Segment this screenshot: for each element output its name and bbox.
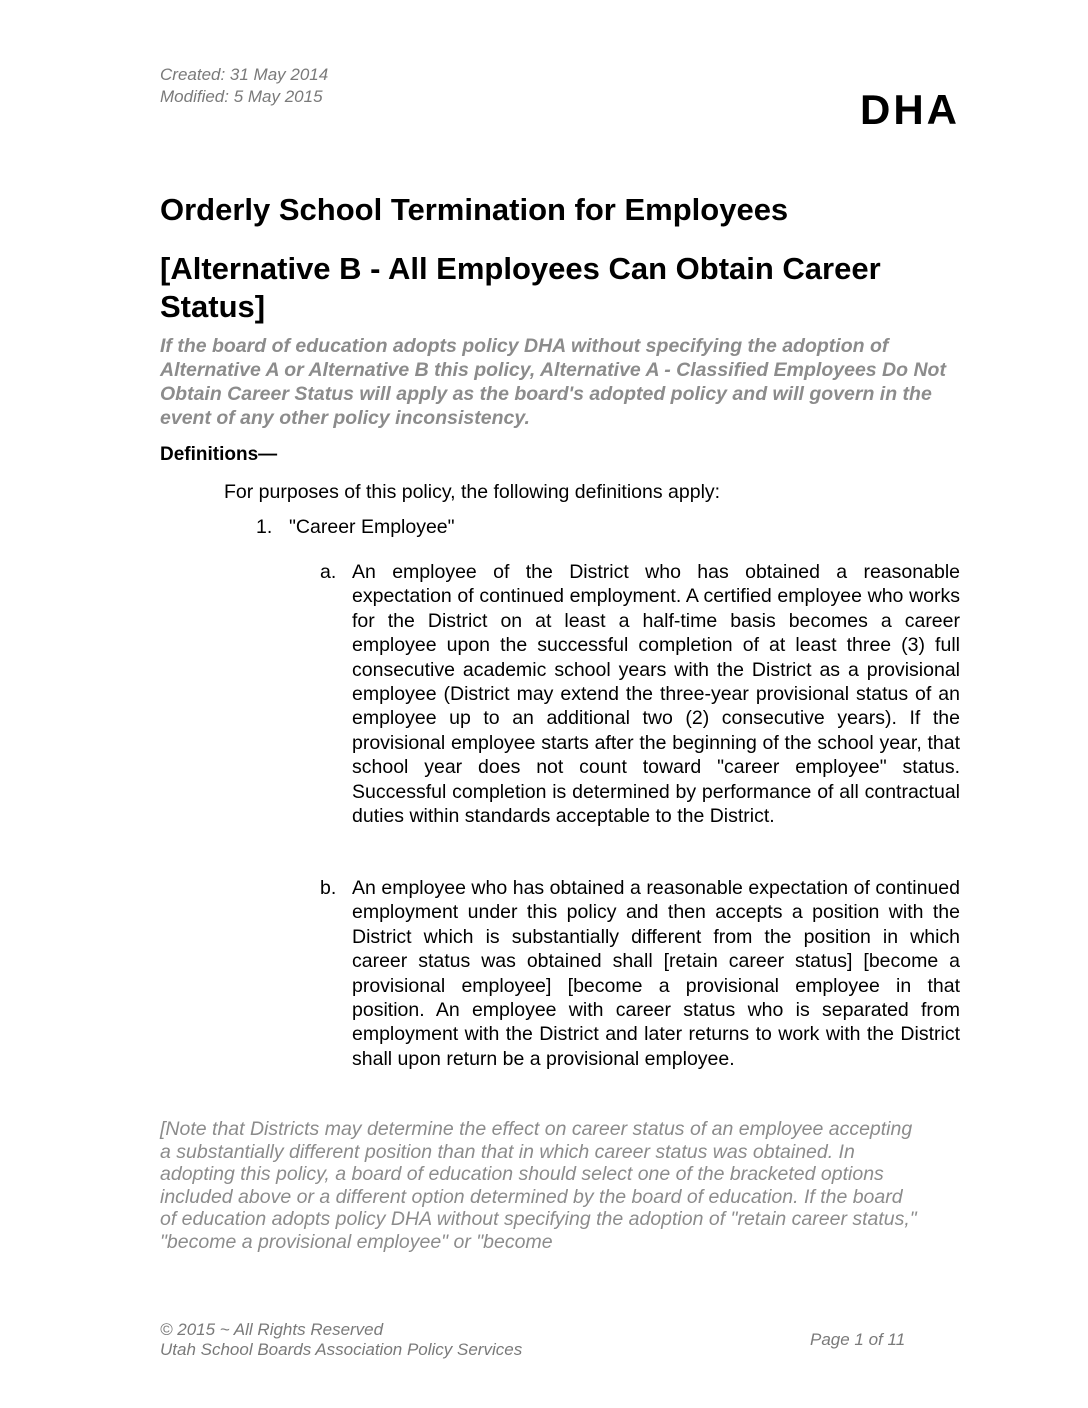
created-date: Created: 31 May 2014 bbox=[160, 65, 329, 84]
drafting-note: [Note that Districts may determine the effect on career status of an employee accepting a substantially different position than that in which career status was obtained. In adopting this policy, a board of education should select one of the bracketed options included above or a different option determined by the board of education. If the board of education adopts policy DHA without specifying the adoption of "retain career status," "become a provisional employee" or "become bbox=[160, 1118, 917, 1253]
definitions-intro: For purposes of this policy, the following definitions apply: bbox=[224, 481, 721, 503]
organization-text: Utah School Boards Association Policy Services bbox=[160, 1340, 523, 1359]
definitions-heading: Definitions— bbox=[160, 444, 278, 465]
item-letter: b. bbox=[320, 877, 337, 899]
page-number: Page 1 of 11 bbox=[810, 1330, 906, 1349]
alternative-note: If the board of education adopts policy DHA without specifying the adoption of Alternative A or Alternative B this policy, Alternative A - Classified Employees Do Not Obtain Career Status will apply as the board's adopted policy and will govern in the event of any other policy inconsistency. bbox=[160, 335, 946, 429]
copyright-text: © 2015 ~ All Rights Reserved bbox=[160, 1320, 384, 1339]
alternative-title: [Alternative B - All Employees Can Obtain Career Status] bbox=[160, 251, 881, 324]
policy-code: DHA bbox=[860, 86, 960, 133]
definition-term bbox=[256, 515, 455, 539]
definition-item-b bbox=[320, 876, 960, 1071]
term-number: 1. bbox=[256, 516, 273, 538]
item-letter: a. bbox=[320, 561, 337, 583]
item-text: An employee of the District who has obtained a reasonable expectation of continued employment. A certified employee who works for the District on at least a half-time basis becomes a career employee upon the successful completion of at least three (3) full consecutive academic school years with the District as a provisional employee (District may extend the three-year provisional status of an employee up to an additional two (2) consecutive years). If the provisional employee starts after the beginning of the school year, that school year does not count toward "career employee" status. Successful completion is determined by performance of all contractual duties within standards acceptable to the District. bbox=[352, 561, 960, 828]
page-title: Orderly School Termination for Employees bbox=[160, 192, 789, 227]
footer-left bbox=[160, 1320, 522, 1360]
definition-item-a bbox=[320, 560, 960, 828]
term-label: "Career Employee" bbox=[289, 516, 455, 538]
modified-date: Modified: 5 May 2015 bbox=[160, 87, 323, 106]
item-text: An employee who has obtained a reasonable expectation of continued employment under this policy and then accepts a position with the District which is substantially different from the position in which career status was obtained shall [retain career status] [become a provisional employee] [become a provisional employee in that position. An employee with career status who is separated from employment with the District and later returns to work with the District shall upon return be a provisional employee. bbox=[352, 877, 960, 1070]
document-dates bbox=[160, 64, 328, 108]
